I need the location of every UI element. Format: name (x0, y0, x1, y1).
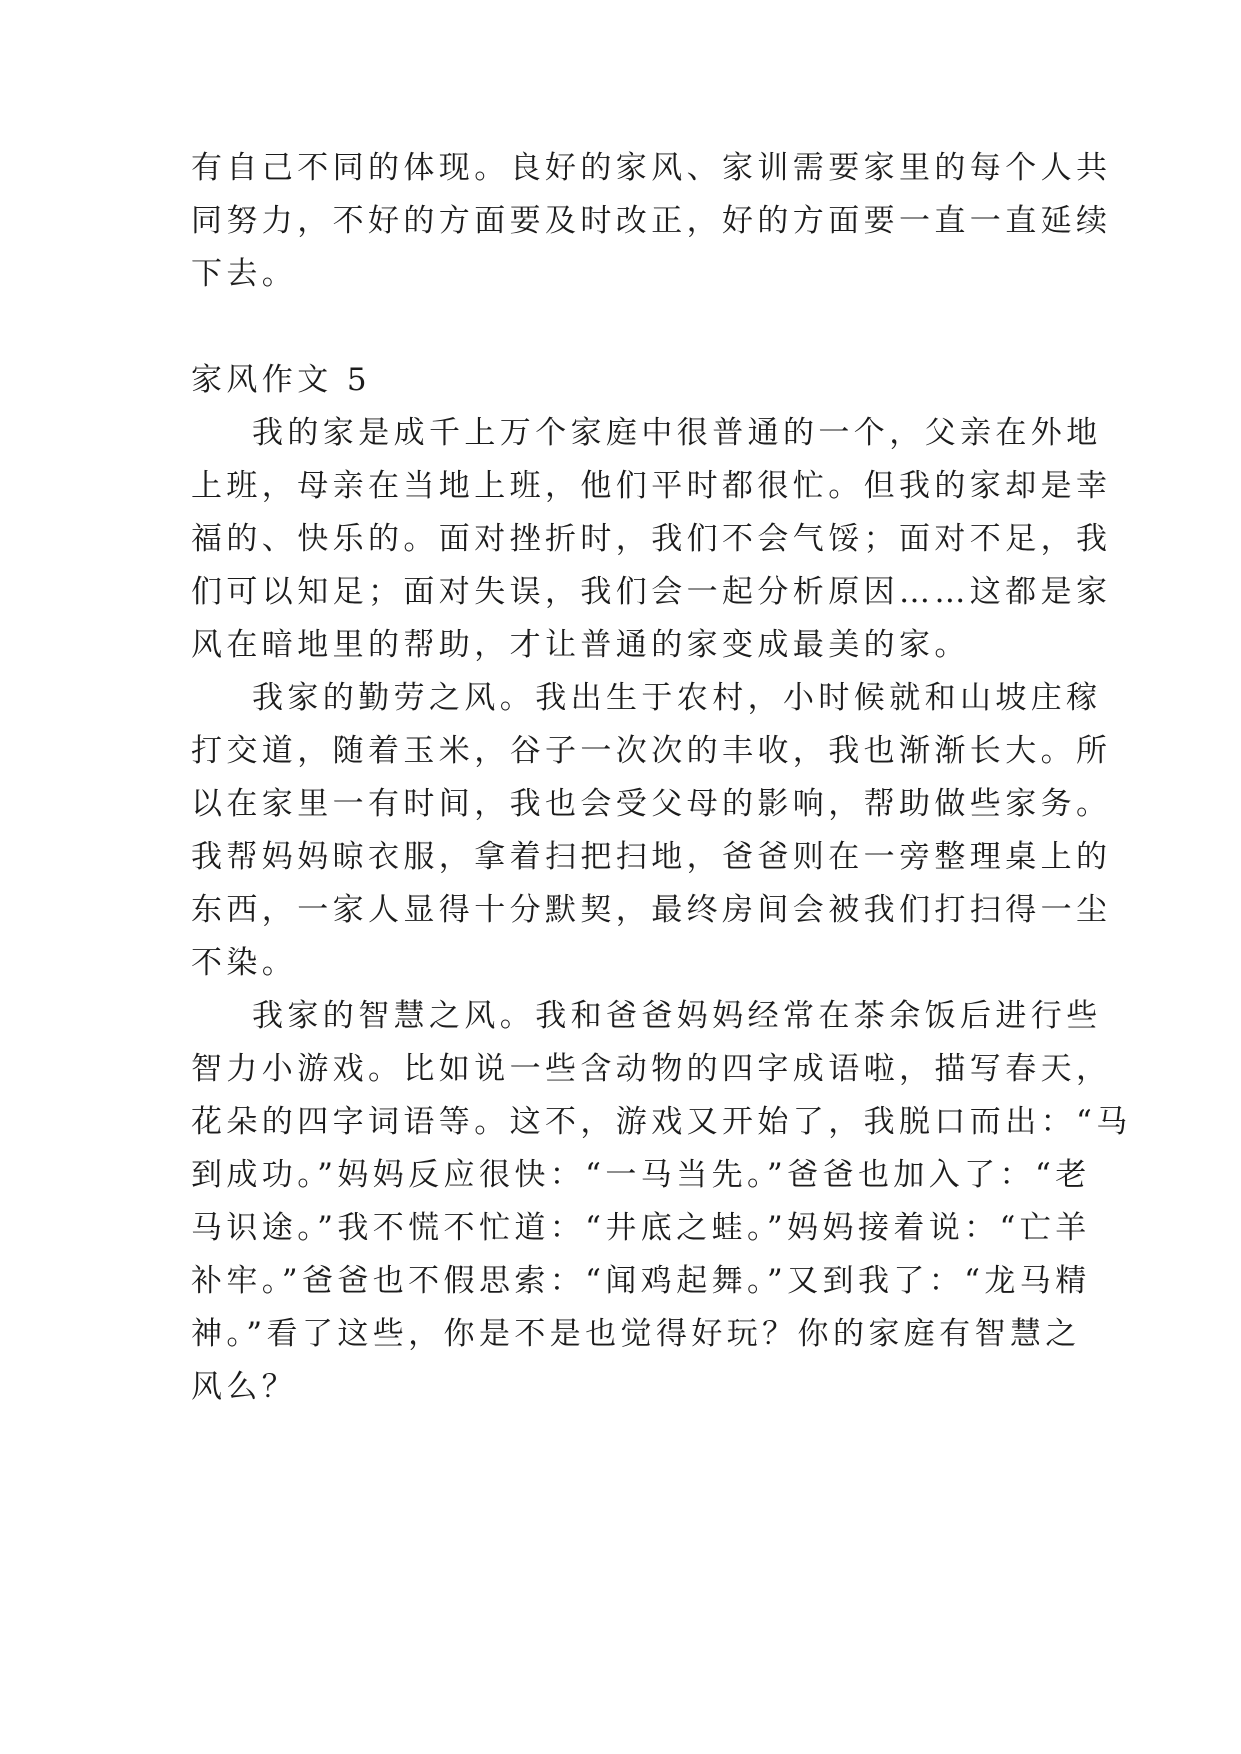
text-line: 以在家里一有时间，我也会受父母的影响，帮助做些家务。 (191, 786, 1112, 822)
text-line: 上班，母亲在当地上班，他们平时都很忙。但我的家却是幸 (191, 468, 1112, 504)
text-line: 我家的勤劳之风。我出生于农村，小时候就和山坡庄稼 (252, 680, 1102, 716)
text-line: 有自己不同的体现。良好的家风、家训需要家里的每个人共 (191, 150, 1112, 186)
text-line: 智力小游戏。比如说一些含动物的四字成语啦，描写春天， (191, 1051, 1112, 1087)
text-line: 补牢。”爸爸也不假思索：“闻鸡起舞。”又到我了：“龙马精 (191, 1263, 1091, 1299)
text-line: 马识途。”我不慌不忙道：“井底之蛙。”妈妈接着说：“亡羊 (191, 1210, 1091, 1246)
text-line: 下去。 (191, 256, 298, 292)
text-line: 东西，一家人显得十分默契，最终房间会被我们打扫得一尘 (191, 892, 1112, 928)
text-line: 花朵的四字词语等。这不，游戏又开始了，我脱口而出：“马 (191, 1104, 1132, 1140)
text-line: 到成功。”妈妈反应很快：“一马当先。”爸爸也加入了：“老 (191, 1157, 1091, 1193)
text-line: 福的、快乐的。面对挫折时，我们不会气馁；面对不足，我 (191, 521, 1112, 557)
section-title: 家风作文 5 (191, 362, 371, 398)
text-line: 们可以知足；面对失误，我们会一起分析原因……这都是家 (191, 574, 1112, 610)
text-line: 不染。 (191, 945, 298, 981)
text-line: 神。”看了这些，你是不是也觉得好玩？你的家庭有智慧之 (191, 1316, 1081, 1352)
text-line: 风在暗地里的帮助，才让普通的家变成最美的家。 (191, 627, 970, 663)
text-line: 我帮妈妈晾衣服，拿着扫把扫地，爸爸则在一旁整理桌上的 (191, 839, 1112, 875)
text-line: 我家的智慧之风。我和爸爸妈妈经常在茶余饭后进行些 (252, 998, 1102, 1034)
text-line: 同努力，不好的方面要及时改正，好的方面要一直一直延续 (191, 203, 1112, 239)
text-line: 打交道，随着玉米，谷子一次次的丰收，我也渐渐长大。所 (191, 733, 1112, 769)
text-line: 我的家是成千上万个家庭中很普通的一个，父亲在外地 (252, 415, 1102, 451)
text-line: 风么？ (191, 1369, 298, 1405)
